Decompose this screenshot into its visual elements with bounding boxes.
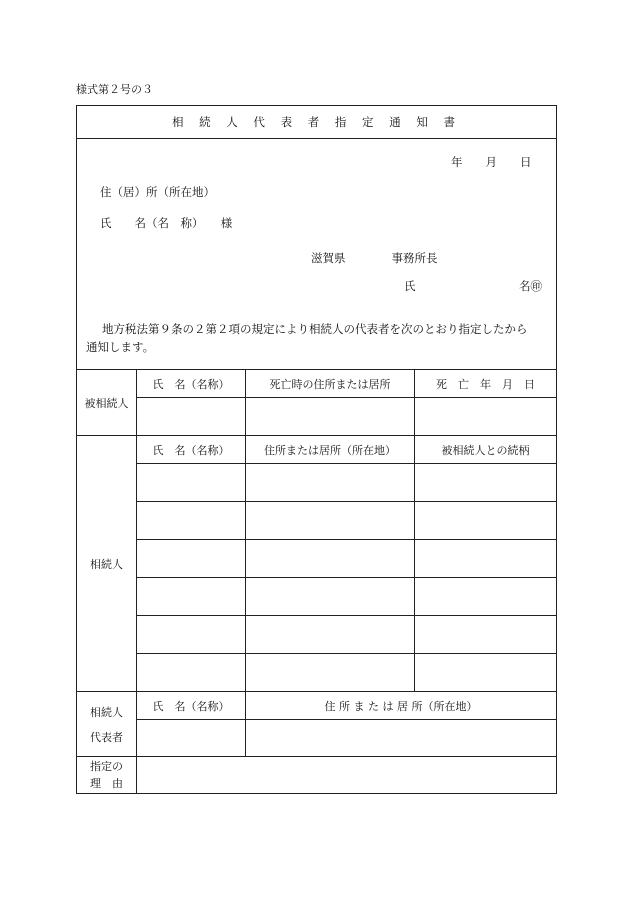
reason-label	[77, 757, 137, 794]
heir-relation-cell[interactable]	[415, 540, 557, 578]
heir-relation-cell[interactable]	[415, 616, 557, 654]
recipient-address-label: 住（居）所（所在地）	[100, 185, 215, 199]
decedent-header-date: 死 亡 年 月 日	[415, 370, 557, 398]
heir-relation-cell[interactable]	[415, 654, 557, 692]
heirs-label: 相続人	[77, 436, 137, 692]
heirs-header-relation: 被相続人との続柄	[415, 436, 557, 464]
office-head: 滋賀県 事務所長	[311, 251, 438, 265]
heir-address-cell[interactable]	[246, 654, 415, 692]
heirs-header-name: 氏 名（名称）	[137, 436, 246, 464]
heir-name-cell[interactable]	[137, 578, 246, 616]
heir-address-cell[interactable]	[246, 616, 415, 654]
recipient-name-label: 氏 名（名 称） 様	[100, 216, 233, 230]
date-line: 年 月 日	[451, 155, 532, 169]
representative-address-cell[interactable]	[246, 720, 557, 757]
heir-relation-cell[interactable]	[415, 502, 557, 540]
heir-name-cell[interactable]	[137, 540, 246, 578]
heirs-header-address: 住所または居所（所在地）	[246, 436, 415, 464]
heir-relation-cell[interactable]	[415, 464, 557, 502]
form-number: 様式第２号の３	[76, 83, 153, 96]
heir-name-cell[interactable]	[137, 502, 246, 540]
reason-label-line1: 指定の	[90, 760, 123, 773]
decedent-date-cell[interactable]	[415, 398, 557, 436]
official-name-seal: 氏 名㊞	[404, 279, 542, 293]
representative-label-line1: 相続人	[90, 705, 123, 719]
notice-text-line1: 地方税法第９条の２第２項の規定により相続人の代表者を次のとおり指定したから	[102, 322, 528, 336]
decedent-header-name: 氏 名（名称）	[137, 370, 246, 398]
notification-form	[76, 105, 557, 794]
form-title: 相 続 人 代 表 者 指 定 通 知 書	[77, 106, 557, 139]
notice-text-line2: 通知します。	[86, 340, 155, 354]
decedent-address-cell[interactable]	[246, 398, 415, 436]
heir-name-cell[interactable]	[137, 654, 246, 692]
representative-label	[77, 692, 137, 757]
heir-relation-cell[interactable]	[415, 578, 557, 616]
notice-section	[77, 139, 557, 370]
decedent-label: 被相続人	[77, 370, 137, 436]
heir-name-cell[interactable]	[137, 464, 246, 502]
representative-label-line2: 代表者	[90, 730, 123, 744]
reason-cell[interactable]	[137, 757, 557, 794]
representative-header-address: 住 所 ま た は 居 所（所在地）	[246, 692, 557, 720]
decedent-name-cell[interactable]	[137, 398, 246, 436]
heir-address-cell[interactable]	[246, 502, 415, 540]
representative-name-cell[interactable]	[137, 720, 246, 757]
decedent-header-address: 死亡時の住所または居所	[246, 370, 415, 398]
reason-label-line2: 理 由	[90, 777, 123, 790]
heir-name-cell[interactable]	[137, 616, 246, 654]
heir-address-cell[interactable]	[246, 578, 415, 616]
heir-address-cell[interactable]	[246, 464, 415, 502]
representative-header-name: 氏 名（名称）	[137, 692, 246, 720]
heir-address-cell[interactable]	[246, 540, 415, 578]
